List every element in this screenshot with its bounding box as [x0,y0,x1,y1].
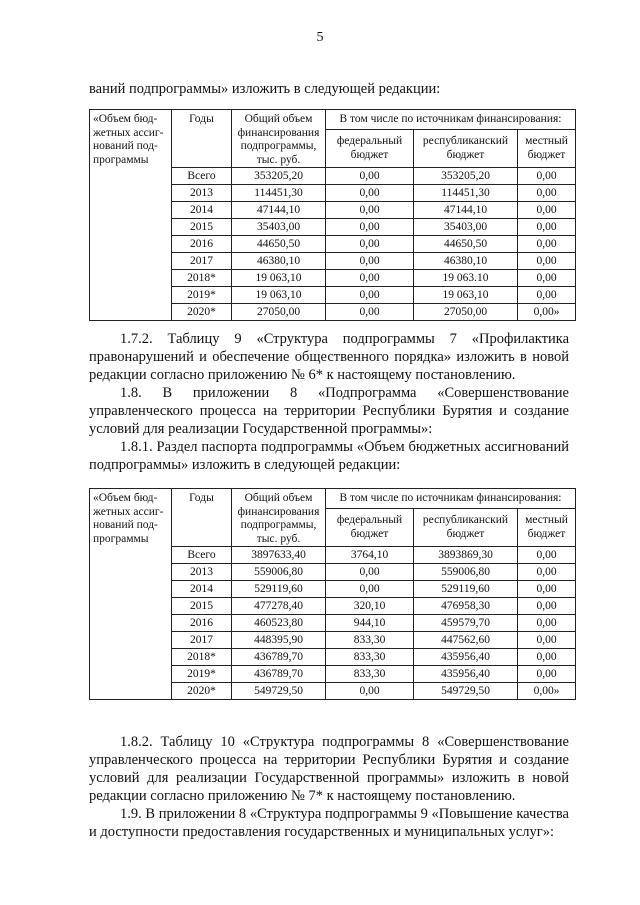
year-cell: 2016 [172,236,232,253]
republic-cell: 27050,00 [414,304,518,321]
federal-cell: 3764,10 [326,547,414,564]
local-cell: 0,00 [518,219,576,236]
federal-cell: 0,00 [326,168,414,185]
bottom-paragraphs [89,733,569,841]
republic-cell: 459579,70 [414,615,518,632]
table2-header-local: местный бюджет [518,508,576,546]
table2-header-sources: В том числе по источникам финансирования: [326,489,576,509]
federal-cell: 0,00 [326,185,414,202]
federal-cell: 0,00 [326,581,414,598]
total-cell: 46380,10 [232,253,326,270]
federal-cell: 0,00 [326,236,414,253]
local-cell: 0,00 [518,287,576,304]
local-cell: 0,00 [518,253,576,270]
republic-cell: 44650,50 [414,236,518,253]
republic-cell: 549729,50 [414,683,518,700]
table1-row-label: «Объем бюд-жетных ассиг-нований под-программы [90,110,172,321]
year-cell: 2019* [172,666,232,683]
table2-header-federal: федеральный бюджет [326,508,414,546]
federal-cell: 0,00 [326,253,414,270]
year-cell: 2020* [172,683,232,700]
local-cell: 0,00 [518,632,576,649]
table1-body [90,110,576,321]
year-cell: 2014 [172,581,232,598]
local-cell: 0,00» [518,304,576,321]
republic-cell: 19 063.10 [414,270,518,287]
republic-cell: 353205,20 [414,168,518,185]
local-cell: 0,00 [518,202,576,219]
federal-cell: 833,30 [326,666,414,683]
table1-header-federal: федеральный бюджет [326,129,414,167]
table1-header-total: Общий объем финансирования подпрограммы, тыс. руб. [232,110,326,168]
total-cell: 35403,00 [232,219,326,236]
year-cell: 2019* [172,287,232,304]
republic-cell: 19 063,10 [414,287,518,304]
total-cell: 3897633,40 [232,547,326,564]
year-cell: 2015 [172,598,232,615]
local-cell: 0,00 [518,168,576,185]
total-cell: 436789,70 [232,649,326,666]
table2-header-total: Общий объем финансирования подпрограммы, тыс. руб. [232,489,326,547]
republic-cell: 3893869,30 [414,547,518,564]
table2-body [90,489,576,700]
year-cell: 2017 [172,632,232,649]
year-cell: 2016 [172,615,232,632]
republic-cell: 529119,60 [414,581,518,598]
republic-cell: 435956,40 [414,666,518,683]
year-cell: Всего [172,168,232,185]
paragraph-1-8-1: 1.8.1. Раздел паспорта подпрограммы «Объем бюджетных ассигнований подпрограммы» изложить в следующей редакции: [89,439,569,473]
republic-cell: 559006,80 [414,564,518,581]
total-cell: 27050,00 [232,304,326,321]
total-cell: 44650,50 [232,236,326,253]
federal-cell: 833,30 [326,649,414,666]
page-number: 5 [316,30,324,45]
middle-paragraphs [89,330,569,474]
table2-header-republic: республиканский бюджет [414,508,518,546]
local-cell: 0,00 [518,564,576,581]
year-cell: 2013 [172,564,232,581]
republic-cell: 47144,10 [414,202,518,219]
republic-cell: 46380,10 [414,253,518,270]
local-cell: 0,00 [518,547,576,564]
table1-header-republic: республиканский бюджет [414,129,518,167]
year-cell: 2018* [172,270,232,287]
federal-cell: 833,30 [326,632,414,649]
intro-text: ваний подпрограммы» изложить в следующей редакции: [89,81,441,97]
local-cell: 0,00 [518,270,576,287]
total-cell: 529119,60 [232,581,326,598]
total-cell: 448395,90 [232,632,326,649]
paragraph-1-7-2: 1.7.2. Таблицу 9 «Структура подпрограммы 7 «Профилактика правонарушений и обеспечение общественного порядка» изложить в новой редакции согласно приложению № 6* к настоящему постановлению. [89,331,569,383]
total-cell: 47144,10 [232,202,326,219]
federal-cell: 944,10 [326,615,414,632]
federal-cell: 0,00 [326,202,414,219]
total-cell: 19 063,10 [232,270,326,287]
local-cell: 0,00 [518,649,576,666]
total-cell: 460523,80 [232,615,326,632]
table2-header-year: Годы [172,489,232,547]
budget-table-subprogram-8 [89,488,576,700]
total-cell: 477278,40 [232,598,326,615]
year-cell: 2014 [172,202,232,219]
local-cell: 0,00» [518,683,576,700]
local-cell: 0,00 [518,666,576,683]
federal-cell: 0,00 [326,564,414,581]
local-cell: 0,00 [518,581,576,598]
total-cell: 436789,70 [232,666,326,683]
federal-cell: 320,10 [326,598,414,615]
local-cell: 0,00 [518,185,576,202]
local-cell: 0,00 [518,598,576,615]
table1-header-local: местный бюджет [518,129,576,167]
year-cell: 2018* [172,649,232,666]
total-cell: 353205,20 [232,168,326,185]
year-cell: 2015 [172,219,232,236]
paragraph-1-8: 1.8. В приложении 8 «Подпрограмма «Совершенствование управленческого процесса на территории Республики Бурятия и создание условий для реализации Государственной программы»: [89,385,569,437]
federal-cell: 0,00 [326,683,414,700]
paragraph-1-9: 1.9. В приложении 8 «Структура подпрограммы 9 «Повышение качества и доступности предоставления государственных и муниципальных услуг»: [89,806,569,840]
republic-cell: 447562,60 [414,632,518,649]
budget-table-subprogram-7 [89,109,576,321]
paragraph-1-8-2: 1.8.2. Таблицу 10 «Структура подпрограммы 8 «Совершенствование управленческого процесса на территории Республики Бурятия и создание условий для реализации Государственной программы» изложить в новой редакции согласно приложению № 7* к настоящему постановлению. [89,734,569,804]
federal-cell: 0,00 [326,287,414,304]
republic-cell: 435956,40 [414,649,518,666]
republic-cell: 476958,30 [414,598,518,615]
total-cell: 549729,50 [232,683,326,700]
federal-cell: 0,00 [326,270,414,287]
year-cell: Всего [172,547,232,564]
year-cell: 2013 [172,185,232,202]
federal-cell: 0,00 [326,219,414,236]
year-cell: 2020* [172,304,232,321]
table2-row-label: «Объем бюд-жетных ассиг-нований под-программы [90,489,172,700]
table1-header-sources: В том числе по источникам финансирования: [326,110,576,130]
total-cell: 559006,80 [232,564,326,581]
total-cell: 19 063,10 [232,287,326,304]
table1-header-year: Годы [172,110,232,168]
local-cell: 0,00 [518,236,576,253]
republic-cell: 35403,00 [414,219,518,236]
republic-cell: 114451,30 [414,185,518,202]
federal-cell: 0,00 [326,304,414,321]
year-cell: 2017 [172,253,232,270]
intro-paragraph [89,80,569,98]
total-cell: 114451,30 [232,185,326,202]
local-cell: 0,00 [518,615,576,632]
